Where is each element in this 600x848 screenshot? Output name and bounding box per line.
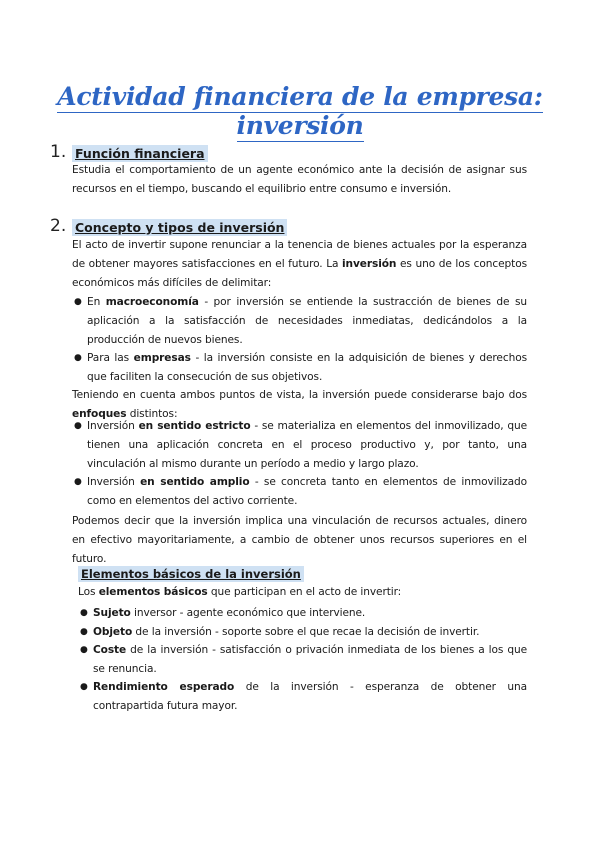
section-2-heading: Concepto y tipos de inversión [72,219,287,236]
bullet-icon: ● [80,682,88,692]
bullet-icon: ● [74,421,82,431]
list-item: ● Objeto de la inversión - soporte sobre el que recae la decisión de invertir. [78,623,527,642]
section-2-closing: Podemos decir que la inversión implica una vinculación de recursos actuales, dinero en efectivo mayoritariamente, a cambio de obtener unos recursos superiores en el futuro. [72,515,527,565]
section-1-text: Estudia el comportamiento de un agente económico ante la decisión de asignar sus recursos en el tiempo, buscando el equilibrio entre consumo e inversión. [72,164,527,195]
list-item: ● Rendimiento esperado de la inversión - esperanza de obtener una contrapartida futura mayor. [78,678,527,716]
subsection-heading: Elementos básicos de la inversión [78,566,304,582]
section-2-number: 2. [50,216,67,236]
bullet-icon: ● [80,645,88,655]
bullet-icon: ● [74,477,82,487]
section-2-intro: El acto de invertir supone renunciar a la tenencia de bienes actuales por la esperanza de obtener mayores satisfacciones en el futuro. La inversión es uno de los conceptos económicos más difíciles de delimitar: [72,239,527,289]
section-1-heading: Función financiera [72,145,208,162]
bullet-icon: ● [74,353,82,363]
section-1-number: 1. [50,142,67,162]
bullet-icon: ● [80,627,88,637]
section-2-mid: Teniendo en cuenta ambos puntos de vista, la inversión puede considerarse bajo dos enfoques distintos: [72,389,527,420]
bullet-icon: ● [74,297,82,307]
list-item: ● Para las empresas - la inversión consiste en la adquisición de bienes y derechos que faciliten la consecución de sus objetivos. [72,349,527,387]
page-title [0,82,600,140]
subsection-intro: Los elementos básicos que participan en el acto de invertir: [78,586,402,598]
bullet-icon: ● [80,608,88,618]
list-item: ● Sujeto inversor - agente económico que interviene. [78,604,527,623]
page-title-text: Actividad financiera de la empresa: inversión [57,82,543,140]
list-item: ● Inversión en sentido estricto - se materializa en elementos del inmovilizado, que tienen una aplicación concreta en el proceso productivo y, por tanto, una vinculación al mismo durante un período a medio y largo plazo. [72,417,527,474]
list-item: ● Coste de la inversión - satisfacción o privación inmediata de los bienes a los que se renuncia. [78,641,527,679]
list-item: ● Inversión en sentido amplio - se concreta tanto en elementos de inmovilizado como en elementos del activo corriente. [72,473,527,511]
list-item: ● En macroeconomía - por inversión se entiende la sustracción de bienes de su aplicación a la satisfacción de necesidades inmediatas, dedicándolos a la producción de nuevos bienes. [72,293,527,350]
